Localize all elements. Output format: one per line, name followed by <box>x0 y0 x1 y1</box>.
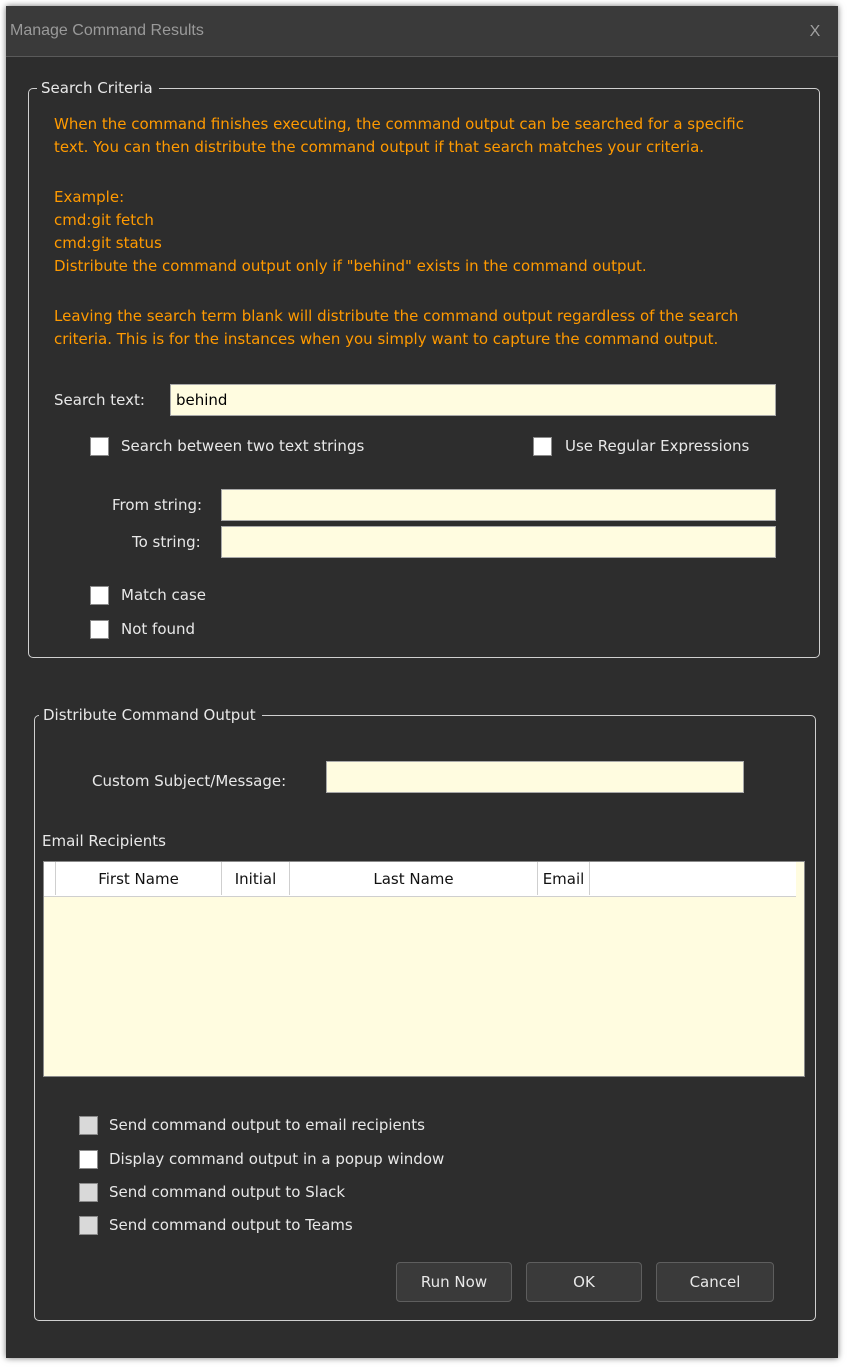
table-header <box>44 862 796 897</box>
send-email-checkbox[interactable] <box>79 1116 98 1135</box>
use-regex-checkbox[interactable] <box>533 437 552 456</box>
info-line: cmd:git status <box>54 234 162 252</box>
popup-window-label: Display command output in a popup window <box>109 1150 445 1168</box>
info-line: When the command finishes executing, the command output can be searched for a specific <box>54 115 744 133</box>
column-header-first-name[interactable]: First Name <box>56 862 222 895</box>
to-string-input[interactable] <box>221 526 776 558</box>
match-case-checkbox[interactable] <box>90 586 109 605</box>
ok-button[interactable]: OK <box>526 1262 642 1302</box>
search-criteria-group <box>28 79 820 658</box>
info-line: criteria. This is for the instances when you simply want to capture the command output. <box>54 330 719 348</box>
row-header-cell <box>44 862 56 895</box>
search-text-input[interactable]: behind <box>170 384 776 416</box>
info-line: Example: <box>54 188 125 206</box>
column-header-last-name[interactable]: Last Name <box>290 862 538 895</box>
info-line: Leaving the search term blank will distribute the command output regardless of the search <box>54 307 739 325</box>
custom-subject-input[interactable] <box>326 761 744 793</box>
popup-window-checkbox[interactable] <box>79 1150 98 1169</box>
custom-subject-label: Custom Subject/Message: <box>92 772 287 790</box>
column-header-email[interactable]: Email <box>538 862 590 895</box>
search-between-checkbox[interactable] <box>90 437 109 456</box>
send-email-label: Send command output to email recipients <box>109 1116 425 1134</box>
use-regex-label: Use Regular Expressions <box>565 437 750 455</box>
search-text-label: Search text: <box>54 391 145 409</box>
not-found-label: Not found <box>121 620 196 638</box>
email-recipients-table[interactable] <box>43 861 805 1077</box>
search-criteria-legend: Search Criteria <box>37 78 159 98</box>
send-teams-label: Send command output to Teams <box>109 1216 353 1234</box>
cancel-button[interactable]: Cancel <box>656 1262 774 1302</box>
email-recipients-label: Email Recipients <box>42 832 166 850</box>
from-string-input[interactable] <box>221 489 776 521</box>
to-string-label: To string: <box>132 533 201 551</box>
run-now-button[interactable]: Run Now <box>396 1262 512 1302</box>
match-case-label: Match case <box>121 586 207 604</box>
send-teams-checkbox[interactable] <box>79 1216 98 1235</box>
search-between-label: Search between two text strings <box>121 437 365 455</box>
distribute-output-legend: Distribute Command Output <box>39 705 262 725</box>
from-string-label: From string: <box>112 496 203 514</box>
window-title: Manage Command Results <box>10 22 204 39</box>
send-slack-checkbox[interactable] <box>79 1183 98 1202</box>
info-line: Distribute the command output only if "behind" exists in the command output. <box>54 257 647 275</box>
info-line: text. You can then distribute the command output if that search matches your criteria. <box>54 138 705 156</box>
column-header-initial[interactable]: Initial <box>222 862 290 895</box>
info-line: cmd:git fetch <box>54 211 154 229</box>
not-found-checkbox[interactable] <box>90 620 109 639</box>
close-button[interactable]: X <box>809 23 821 40</box>
title-bar <box>6 6 838 57</box>
send-slack-label: Send command output to Slack <box>109 1183 346 1201</box>
manage-command-results-dialog <box>6 6 838 1358</box>
